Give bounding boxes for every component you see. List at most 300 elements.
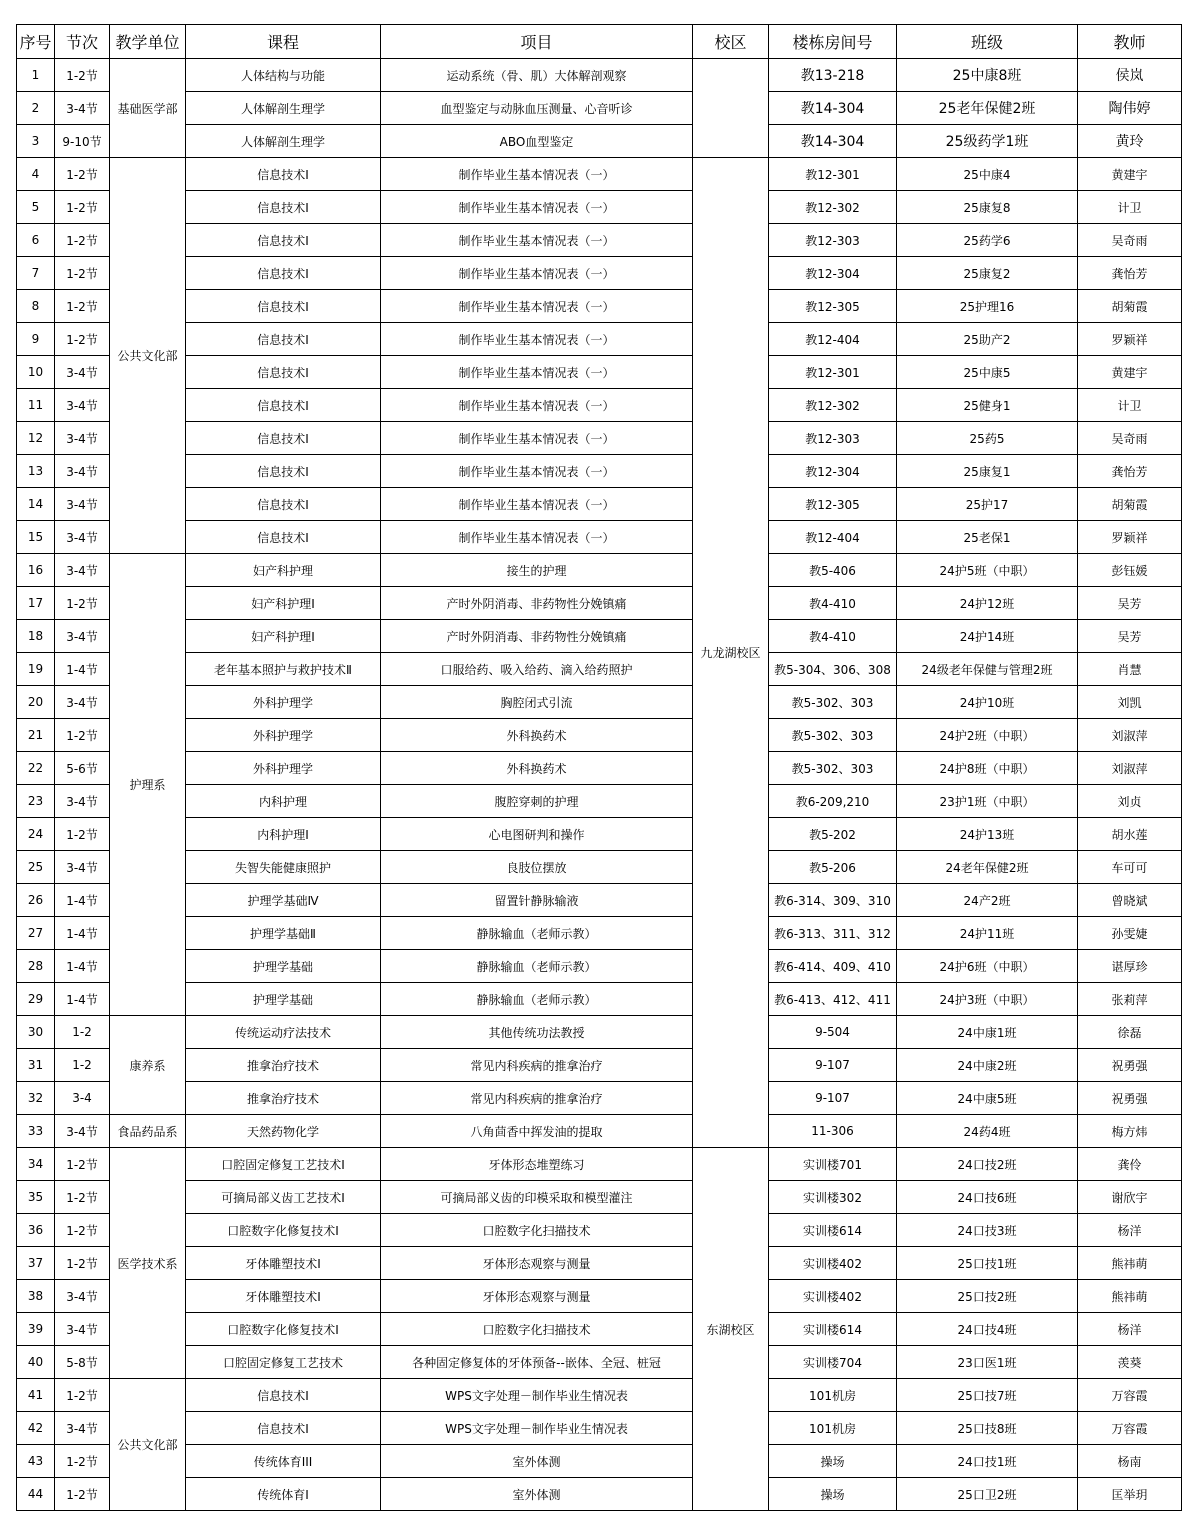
- row-class: 23护1班（中职）: [897, 785, 1078, 818]
- row-class: 23口医1班: [897, 1346, 1078, 1379]
- row-project: 外科换药术: [381, 752, 693, 785]
- row-teacher: 杨洋: [1078, 1214, 1182, 1247]
- row-number: 21: [17, 719, 55, 752]
- row-number: 33: [17, 1115, 55, 1148]
- row-teacher: 彭钰媛: [1078, 554, 1182, 587]
- row-teacher: 侯岚: [1078, 59, 1182, 92]
- row-course: 口腔固定修复工艺技术: [186, 1346, 381, 1379]
- row-number: 6: [17, 224, 55, 257]
- row-room: 教5-304、306、308: [769, 653, 897, 686]
- row-session: 1-2节: [55, 224, 110, 257]
- row-session: 1-2节: [55, 1247, 110, 1280]
- row-class: 25中康8班: [897, 59, 1078, 92]
- row-teacher: 谢欣宇: [1078, 1181, 1182, 1214]
- row-number: 11: [17, 389, 55, 422]
- row-course: 信息技术Ⅰ: [186, 422, 381, 455]
- row-project: 留置针静脉输液: [381, 884, 693, 917]
- row-room: 教6-313、311、312: [769, 917, 897, 950]
- table-row: [17, 422, 1182, 455]
- row-room: 教12-302: [769, 389, 897, 422]
- row-session: 3-4: [55, 1082, 110, 1115]
- row-number: 42: [17, 1412, 55, 1445]
- row-room: 教12-301: [769, 158, 897, 191]
- row-session: 1-2节: [55, 1148, 110, 1181]
- row-number: 7: [17, 257, 55, 290]
- row-room: 101机房: [769, 1412, 897, 1445]
- row-class: 24护13班: [897, 818, 1078, 851]
- row-room: 教13-218: [769, 59, 897, 92]
- row-class: 25中康4: [897, 158, 1078, 191]
- row-unit: 公共文化部: [110, 1379, 186, 1511]
- row-course: 妇产科护理Ⅰ: [186, 587, 381, 620]
- row-class: 24中康2班: [897, 1049, 1078, 1082]
- row-session: 3-4节: [55, 389, 110, 422]
- row-session: 3-4节: [55, 92, 110, 125]
- table-row: [17, 125, 1182, 158]
- row-course: 口腔数字化修复技术Ⅰ: [186, 1313, 381, 1346]
- row-session: 3-4节: [55, 455, 110, 488]
- row-class: 24产2班: [897, 884, 1078, 917]
- row-project: 血型鉴定与动脉血压测量、心音听诊: [381, 92, 693, 125]
- row-course: 信息技术Ⅰ: [186, 455, 381, 488]
- row-project: 可摘局部义齿的印模采取和模型灌注: [381, 1181, 693, 1214]
- header-project: 项目: [381, 25, 693, 59]
- row-course: 信息技术Ⅰ: [186, 389, 381, 422]
- header-session: 节次: [55, 25, 110, 59]
- row-course: 信息技术Ⅰ: [186, 158, 381, 191]
- row-session: 3-4节: [55, 851, 110, 884]
- row-number: 38: [17, 1280, 55, 1313]
- table-row: [17, 1115, 1182, 1148]
- row-session: 5-8节: [55, 1346, 110, 1379]
- row-unit: 护理系: [110, 554, 186, 1016]
- row-project: 制作毕业生基本情况表（一）: [381, 257, 693, 290]
- row-class: 25级药学1班: [897, 125, 1078, 158]
- row-session: 1-2节: [55, 1181, 110, 1214]
- row-project: 制作毕业生基本情况表（一）: [381, 191, 693, 224]
- row-number: 39: [17, 1313, 55, 1346]
- row-number: 5: [17, 191, 55, 224]
- row-session: 1-2节: [55, 1478, 110, 1511]
- row-room: 11-306: [769, 1115, 897, 1148]
- row-session: 1-2: [55, 1016, 110, 1049]
- table-row: [17, 488, 1182, 521]
- row-teacher: 张莉萍: [1078, 983, 1182, 1016]
- row-room: 教4-410: [769, 587, 897, 620]
- row-room: 9-107: [769, 1049, 897, 1082]
- row-number: 17: [17, 587, 55, 620]
- row-project: 制作毕业生基本情况表（一）: [381, 422, 693, 455]
- row-room: 教6-209,210: [769, 785, 897, 818]
- row-teacher: 刘贞: [1078, 785, 1182, 818]
- row-campus: 东湖校区: [693, 1148, 769, 1511]
- row-teacher: 陶伟婷: [1078, 92, 1182, 125]
- row-course: 传统运动疗法技术: [186, 1016, 381, 1049]
- row-teacher: 肖慧: [1078, 653, 1182, 686]
- table-row: [17, 785, 1182, 818]
- row-project: 外科换药术: [381, 719, 693, 752]
- row-class: 24护3班（中职）: [897, 983, 1078, 1016]
- row-course: 妇产科护理Ⅰ: [186, 620, 381, 653]
- row-project: 腹腔穿刺的护理: [381, 785, 693, 818]
- row-teacher: 刘淑萍: [1078, 752, 1182, 785]
- row-project: 制作毕业生基本情况表（一）: [381, 290, 693, 323]
- table-row: [17, 224, 1182, 257]
- row-teacher: 吴芳: [1078, 620, 1182, 653]
- row-session: 3-4节: [55, 1115, 110, 1148]
- row-course: 护理学基础Ⅳ: [186, 884, 381, 917]
- row-class: 25口技7班: [897, 1379, 1078, 1412]
- row-unit: 食品药品系: [110, 1115, 186, 1148]
- row-course: 信息技术Ⅰ: [186, 191, 381, 224]
- row-campus: 九龙湖校区: [693, 158, 769, 1148]
- header-teacher: 教师: [1078, 25, 1182, 59]
- row-teacher: 罗颖祥: [1078, 521, 1182, 554]
- row-course: 护理学基础Ⅱ: [186, 917, 381, 950]
- row-class: 24护12班: [897, 587, 1078, 620]
- row-class: 24护2班（中职）: [897, 719, 1078, 752]
- row-teacher: 徐磊: [1078, 1016, 1182, 1049]
- row-session: 1-4节: [55, 653, 110, 686]
- table-row: [17, 752, 1182, 785]
- row-number: 12: [17, 422, 55, 455]
- header-course: 课程: [186, 25, 381, 59]
- row-number: 25: [17, 851, 55, 884]
- header-class: 班级: [897, 25, 1078, 59]
- row-class: 25护理16: [897, 290, 1078, 323]
- row-campus: [693, 59, 769, 158]
- table-row: [17, 455, 1182, 488]
- table-row: [17, 1478, 1182, 1511]
- row-unit: 医学技术系: [110, 1148, 186, 1379]
- row-class: 25助产2: [897, 323, 1078, 356]
- row-course: 口腔数字化修复技术Ⅰ: [186, 1214, 381, 1247]
- row-class: 24口技1班: [897, 1445, 1078, 1478]
- table-row: [17, 950, 1182, 983]
- row-course: 可摘局部义齿工艺技术Ⅰ: [186, 1181, 381, 1214]
- row-class: 24级老年保健与管理2班: [897, 653, 1078, 686]
- row-session: 3-4节: [55, 1313, 110, 1346]
- table-row: [17, 1445, 1182, 1478]
- row-class: 25康复8: [897, 191, 1078, 224]
- table-row: [17, 1280, 1182, 1313]
- row-room: 教5-302、303: [769, 752, 897, 785]
- row-number: 3: [17, 125, 55, 158]
- row-project: 常见内科疾病的推拿治疗: [381, 1082, 693, 1115]
- row-class: 24护10班: [897, 686, 1078, 719]
- row-session: 1-2节: [55, 1379, 110, 1412]
- row-course: 失智失能健康照护: [186, 851, 381, 884]
- row-session: 1-4节: [55, 884, 110, 917]
- row-number: 28: [17, 950, 55, 983]
- row-class: 25老保1: [897, 521, 1078, 554]
- row-course: 护理学基础: [186, 950, 381, 983]
- row-number: 40: [17, 1346, 55, 1379]
- table-row: [17, 1214, 1182, 1247]
- row-class: 25老年保健2班: [897, 92, 1078, 125]
- table-row: [17, 191, 1182, 224]
- row-session: 1-4节: [55, 950, 110, 983]
- row-teacher: 黄玲: [1078, 125, 1182, 158]
- row-project: ABO血型鉴定: [381, 125, 693, 158]
- row-class: 25药学6: [897, 224, 1078, 257]
- table-row: [17, 158, 1182, 191]
- row-number: 23: [17, 785, 55, 818]
- row-project: 制作毕业生基本情况表（一）: [381, 323, 693, 356]
- row-course: 牙体雕塑技术Ⅰ: [186, 1280, 381, 1313]
- row-course: 传统体育I: [186, 1478, 381, 1511]
- row-room: 教12-303: [769, 422, 897, 455]
- row-session: 1-4节: [55, 917, 110, 950]
- table-row: [17, 1412, 1182, 1445]
- row-unit: 康养系: [110, 1016, 186, 1115]
- row-number: 44: [17, 1478, 55, 1511]
- row-teacher: 胡水莲: [1078, 818, 1182, 851]
- row-number: 2: [17, 92, 55, 125]
- table-row: [17, 257, 1182, 290]
- row-room: 教14-304: [769, 125, 897, 158]
- row-room: 教6-314、309、310: [769, 884, 897, 917]
- row-project: WPS文字处理－制作毕业生情况表: [381, 1412, 693, 1445]
- row-room: 实训楼614: [769, 1313, 897, 1346]
- row-project: 制作毕业生基本情况表（一）: [381, 158, 693, 191]
- row-session: 1-4节: [55, 983, 110, 1016]
- row-session: 3-4节: [55, 620, 110, 653]
- table-row: [17, 1181, 1182, 1214]
- row-number: 13: [17, 455, 55, 488]
- row-number: 19: [17, 653, 55, 686]
- row-class: 24药4班: [897, 1115, 1078, 1148]
- row-number: 14: [17, 488, 55, 521]
- row-session: 9-10节: [55, 125, 110, 158]
- table-row: [17, 1247, 1182, 1280]
- table-row: [17, 884, 1182, 917]
- row-room: 教12-305: [769, 290, 897, 323]
- row-teacher: 龚怡芳: [1078, 257, 1182, 290]
- row-class: 25口卫2班: [897, 1478, 1078, 1511]
- row-course: 信息技术Ⅰ: [186, 257, 381, 290]
- table-row: [17, 587, 1182, 620]
- table-row: [17, 521, 1182, 554]
- row-course: 信息技术Ⅰ: [186, 488, 381, 521]
- row-teacher: 龚伶: [1078, 1148, 1182, 1181]
- row-course: 信息技术Ⅰ: [186, 1412, 381, 1445]
- row-number: 18: [17, 620, 55, 653]
- row-class: 24口技3班: [897, 1214, 1078, 1247]
- table-row: [17, 554, 1182, 587]
- row-session: 1-2节: [55, 191, 110, 224]
- row-unit: 公共文化部: [110, 158, 186, 554]
- row-room: 教6-414、409、410: [769, 950, 897, 983]
- row-teacher: 熊祎萌: [1078, 1280, 1182, 1313]
- schedule-table: [16, 24, 1182, 1511]
- row-project: 产时外阴消毒、非药物性分娩镇痛: [381, 587, 693, 620]
- row-teacher: 孙雯婕: [1078, 917, 1182, 950]
- row-course: 天然药物化学: [186, 1115, 381, 1148]
- table-row: [17, 686, 1182, 719]
- table-header: [17, 25, 1182, 59]
- row-course: 信息技术Ⅰ: [186, 323, 381, 356]
- row-course: 信息技术Ⅰ: [186, 224, 381, 257]
- row-teacher: 杨南: [1078, 1445, 1182, 1478]
- row-course: 护理学基础: [186, 983, 381, 1016]
- row-session: 1-2节: [55, 1214, 110, 1247]
- row-room: 9-504: [769, 1016, 897, 1049]
- table-row: [17, 389, 1182, 422]
- row-course: 老年基本照护与救护技术Ⅱ: [186, 653, 381, 686]
- row-session: 1-2节: [55, 257, 110, 290]
- row-teacher: 祝勇强: [1078, 1082, 1182, 1115]
- row-project: 牙体形态观察与测量: [381, 1247, 693, 1280]
- row-session: 3-4节: [55, 521, 110, 554]
- row-project: 制作毕业生基本情况表（一）: [381, 389, 693, 422]
- row-teacher: 梅方炜: [1078, 1115, 1182, 1148]
- row-room: 9-107: [769, 1082, 897, 1115]
- row-number: 27: [17, 917, 55, 950]
- row-session: 1-2节: [55, 1445, 110, 1478]
- row-number: 8: [17, 290, 55, 323]
- row-number: 29: [17, 983, 55, 1016]
- row-class: 25药5: [897, 422, 1078, 455]
- row-course: 口腔固定修复工艺技术Ⅰ: [186, 1148, 381, 1181]
- row-room: 教12-404: [769, 521, 897, 554]
- row-room: 教12-304: [769, 455, 897, 488]
- row-room: 教5-406: [769, 554, 897, 587]
- row-number: 32: [17, 1082, 55, 1115]
- row-session: 3-4节: [55, 785, 110, 818]
- row-session: 3-4节: [55, 686, 110, 719]
- row-session: 1-2节: [55, 818, 110, 851]
- row-class: 24护6班（中职）: [897, 950, 1078, 983]
- row-teacher: 吴芳: [1078, 587, 1182, 620]
- row-project: 制作毕业生基本情况表（一）: [381, 356, 693, 389]
- row-room: 教4-410: [769, 620, 897, 653]
- row-room: 操场: [769, 1445, 897, 1478]
- row-project: 静脉输血（老师示教）: [381, 917, 693, 950]
- row-class: 25中康5: [897, 356, 1078, 389]
- row-session: 3-4节: [55, 554, 110, 587]
- row-class: 24护14班: [897, 620, 1078, 653]
- row-teacher: 黄建宇: [1078, 158, 1182, 191]
- row-course: 信息技术Ⅰ: [186, 356, 381, 389]
- table-row: [17, 1082, 1182, 1115]
- row-room: 教5-206: [769, 851, 897, 884]
- row-teacher: 计卫: [1078, 389, 1182, 422]
- row-room: 实训楼402: [769, 1247, 897, 1280]
- header-room: 楼栋房间号: [769, 25, 897, 59]
- row-class: 25健身1: [897, 389, 1078, 422]
- row-course: 人体结构与功能: [186, 59, 381, 92]
- row-room: 教12-304: [769, 257, 897, 290]
- table-row: [17, 59, 1182, 92]
- row-teacher: 胡菊霞: [1078, 488, 1182, 521]
- row-project: 八角茴香中挥发油的提取: [381, 1115, 693, 1148]
- table-row: [17, 1313, 1182, 1346]
- row-course: 信息技术Ⅰ: [186, 1379, 381, 1412]
- row-teacher: 龚怡芳: [1078, 455, 1182, 488]
- row-project: 其他传统功法教授: [381, 1016, 693, 1049]
- row-teacher: 匡举玥: [1078, 1478, 1182, 1511]
- row-class: 25口技2班: [897, 1280, 1078, 1313]
- row-number: 15: [17, 521, 55, 554]
- row-session: 1-2节: [55, 290, 110, 323]
- table-row: [17, 620, 1182, 653]
- row-session: 3-4节: [55, 488, 110, 521]
- row-session: 3-4节: [55, 356, 110, 389]
- row-number: 22: [17, 752, 55, 785]
- row-room: 101机房: [769, 1379, 897, 1412]
- row-teacher: 羡葵: [1078, 1346, 1182, 1379]
- row-teacher: 熊祎萌: [1078, 1247, 1182, 1280]
- row-room: 实训楼704: [769, 1346, 897, 1379]
- table-row: [17, 851, 1182, 884]
- row-class: 24护5班（中职）: [897, 554, 1078, 587]
- row-class: 24护8班（中职）: [897, 752, 1078, 785]
- row-course: 传统体育III: [186, 1445, 381, 1478]
- row-class: 25康复1: [897, 455, 1078, 488]
- row-number: 37: [17, 1247, 55, 1280]
- row-teacher: 吴奇雨: [1078, 224, 1182, 257]
- header-unit: 教学单位: [110, 25, 186, 59]
- row-number: 24: [17, 818, 55, 851]
- row-room: 教12-302: [769, 191, 897, 224]
- row-number: 36: [17, 1214, 55, 1247]
- row-class: 25康复2: [897, 257, 1078, 290]
- row-room: 实训楼614: [769, 1214, 897, 1247]
- table-row: [17, 917, 1182, 950]
- row-number: 1: [17, 59, 55, 92]
- row-project: 牙体形态观察与测量: [381, 1280, 693, 1313]
- row-number: 9: [17, 323, 55, 356]
- row-project: WPS文字处理－制作毕业生情况表: [381, 1379, 693, 1412]
- row-project: 制作毕业生基本情况表（一）: [381, 521, 693, 554]
- row-teacher: 胡菊霞: [1078, 290, 1182, 323]
- row-class: 24口技2班: [897, 1148, 1078, 1181]
- row-project: 口服给药、吸入给药、滴入给药照护: [381, 653, 693, 686]
- row-number: 30: [17, 1016, 55, 1049]
- row-class: 24中康5班: [897, 1082, 1078, 1115]
- row-session: 3-4节: [55, 1412, 110, 1445]
- row-room: 教12-303: [769, 224, 897, 257]
- row-course: 内科护理Ⅰ: [186, 818, 381, 851]
- row-class: 24口技4班: [897, 1313, 1078, 1346]
- row-session: 1-2: [55, 1049, 110, 1082]
- row-course: 信息技术Ⅰ: [186, 521, 381, 554]
- row-class: 24中康1班: [897, 1016, 1078, 1049]
- row-session: 5-6节: [55, 752, 110, 785]
- row-project: 产时外阴消毒、非药物性分娩镇痛: [381, 620, 693, 653]
- row-number: 20: [17, 686, 55, 719]
- row-project: 制作毕业生基本情况表（一）: [381, 488, 693, 521]
- table-row: [17, 983, 1182, 1016]
- row-project: 良肢位摆放: [381, 851, 693, 884]
- row-project: 静脉输血（老师示教）: [381, 983, 693, 1016]
- row-room: 教12-305: [769, 488, 897, 521]
- row-course: 人体解剖生理学: [186, 125, 381, 158]
- row-class: 24护11班: [897, 917, 1078, 950]
- row-teacher: 车可可: [1078, 851, 1182, 884]
- row-project: 接生的护理: [381, 554, 693, 587]
- row-room: 实训楼302: [769, 1181, 897, 1214]
- row-course: 人体解剖生理学: [186, 92, 381, 125]
- row-class: 25口技8班: [897, 1412, 1078, 1445]
- table-row: [17, 1346, 1182, 1379]
- row-project: 胸腔闭式引流: [381, 686, 693, 719]
- row-teacher: 谌厚珍: [1078, 950, 1182, 983]
- header-no: 序号: [17, 25, 55, 59]
- row-teacher: 曾晓斌: [1078, 884, 1182, 917]
- row-number: 43: [17, 1445, 55, 1478]
